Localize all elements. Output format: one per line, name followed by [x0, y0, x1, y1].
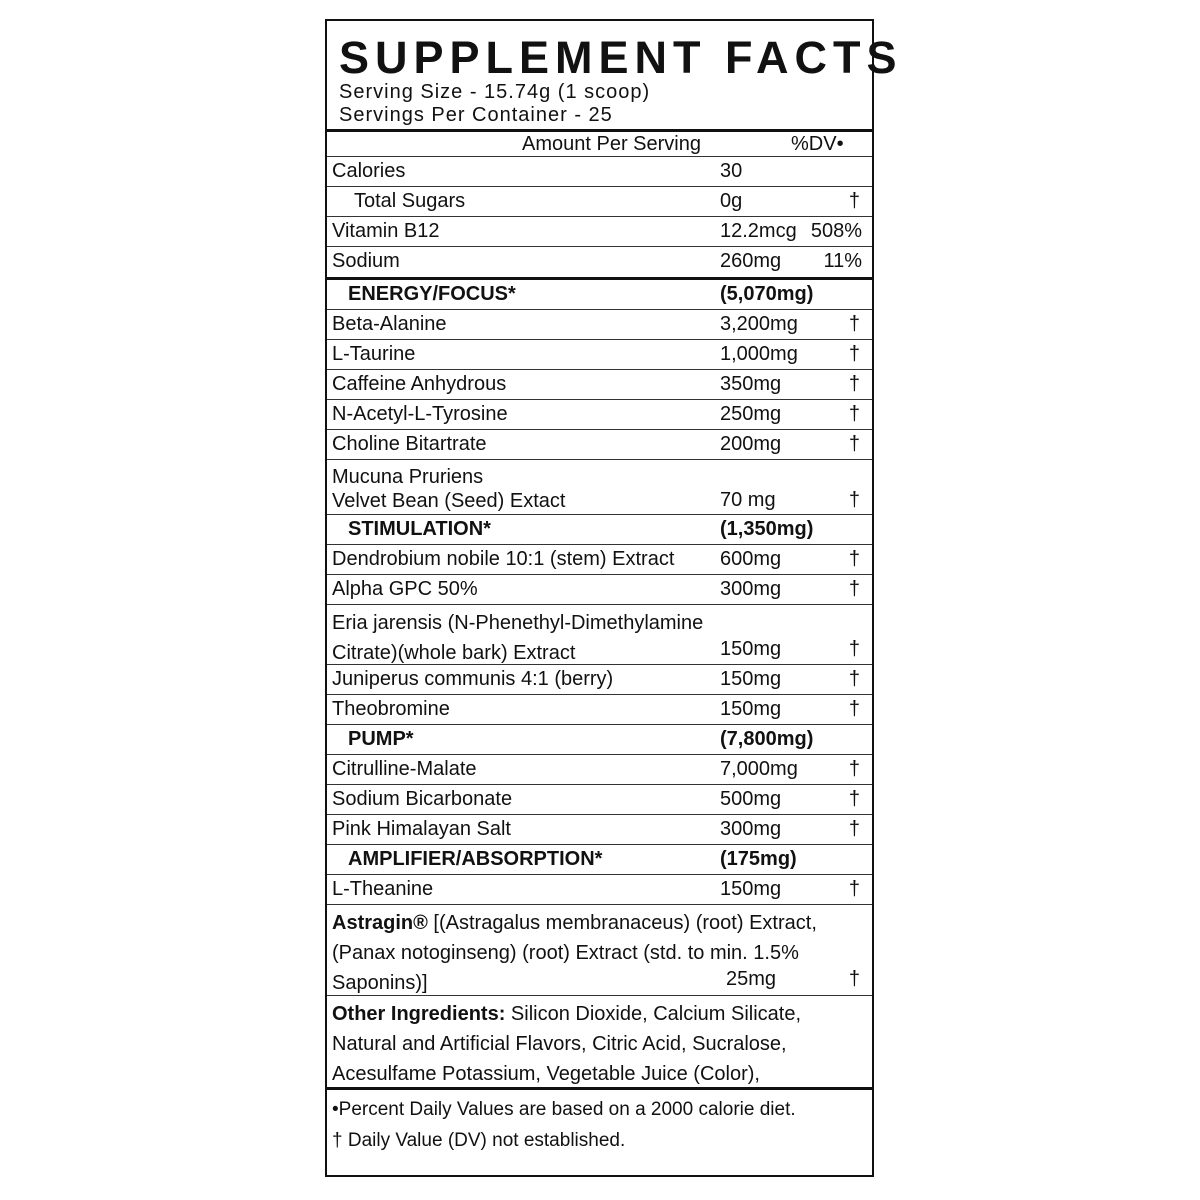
ingredient-row-astragin — [327, 905, 872, 996]
category-total: (5,070mg) — [720, 283, 814, 305]
ingredient-row — [327, 430, 872, 460]
category-name: STIMULATION* — [348, 518, 491, 540]
ingredient-name — [332, 908, 862, 998]
nutrient-row — [327, 247, 872, 277]
ingredient-row — [327, 400, 872, 430]
ingredient-amount: 150mg — [720, 638, 782, 660]
category-name: AMPLIFIER/ABSORPTION* — [348, 848, 603, 870]
ingredient-amount: 600mg — [720, 548, 782, 570]
ingredient-name: Theobromine — [332, 698, 450, 720]
ingredient-name: L-Theanine — [332, 878, 434, 900]
category-total: (7,800mg) — [720, 728, 814, 750]
serving-size: Serving Size - 15.74g (1 scoop) — [339, 81, 651, 103]
supplement-facts-panel — [325, 19, 903, 1177]
nutrient-name: Calories — [332, 160, 406, 182]
label-title: SUPPLEMENT FACTS — [339, 32, 903, 83]
ingredient-row — [327, 665, 872, 695]
ingredient-name-line2: Velvet Bean (Seed) Extact — [332, 490, 566, 512]
ingredient-amount: 3,200mg — [720, 313, 798, 335]
nutrient-amount: 12.2mcg — [720, 220, 797, 242]
ingredient-row — [327, 575, 872, 605]
astragin-brand: Astragin® — [332, 912, 428, 934]
dagger-mark: † — [848, 638, 860, 660]
ingredient-name: Juniperus communis 4:1 (berry) — [332, 668, 614, 690]
ingredient-name: Caffeine Anhydrous — [332, 373, 507, 395]
ingredient-row — [327, 755, 872, 785]
other-ingredients-label: Other Ingredients: — [332, 1003, 506, 1025]
ingredient-name: L-Taurine — [332, 343, 416, 365]
nutrient-amount: 0g — [720, 190, 743, 212]
ingredient-row — [327, 785, 872, 815]
category-row-energy — [327, 280, 872, 310]
ingredient-amount: 300mg — [720, 578, 782, 600]
ingredient-name: N-Acetyl-L-Tyrosine — [332, 403, 508, 425]
dagger-mark: † — [848, 878, 860, 900]
nutrient-row — [327, 217, 872, 247]
dv-header: %DV• — [791, 133, 844, 155]
ingredient-row — [327, 695, 872, 725]
ingredient-name: Sodium Bicarbonate — [332, 788, 513, 810]
ingredient-amount: 300mg — [720, 818, 782, 840]
servings-per-container: Servings Per Container - 25 — [339, 104, 613, 126]
dagger-mark: † — [848, 313, 860, 335]
ingredient-name: Citrulline-Malate — [332, 758, 477, 780]
ingredient-row — [327, 370, 872, 400]
footnotes — [327, 1090, 872, 1156]
dagger-mark: † — [848, 373, 860, 395]
dagger-mark: † — [848, 968, 860, 990]
astragin-description: [(Astragalus membranaceus) (root) Extract, (Panax notoginseng) (root) Extract (std. to min. 1.5% Saponins)] — [332, 912, 817, 994]
column-header — [327, 132, 872, 157]
footnote-dagger: † Daily Value (DV) not established. — [332, 1130, 626, 1151]
ingredient-name: Pink Himalayan Salt — [332, 818, 511, 840]
other-ingredients-text: Silicon Dioxide, Calcium Silicate, Natural and Artificial Flavors, Citric Acid, Sucralose, Acesulfame Potassium, Vegetable Juice (Color), — [332, 1003, 802, 1085]
ingredient-amount: 7,000mg — [720, 758, 798, 780]
ingredient-amount: 500mg — [720, 788, 782, 810]
other-ingredients — [327, 996, 872, 1087]
dagger-mark: † — [848, 489, 860, 511]
dagger-mark: † — [848, 578, 860, 600]
ingredient-row — [327, 605, 872, 665]
ingredient-amount: 150mg — [720, 668, 782, 690]
ingredient-row — [327, 815, 872, 845]
dagger-mark: † — [848, 788, 860, 810]
ingredient-name-line2: Citrate)(whole bark) Extract — [332, 642, 576, 664]
category-total: (1,350mg) — [720, 518, 814, 540]
dagger-mark: † — [848, 698, 860, 720]
ingredient-row — [327, 340, 872, 370]
ingredient-amount: 150mg — [720, 878, 782, 900]
nutrient-name: Vitamin B12 — [332, 220, 440, 242]
dagger-mark: † — [848, 433, 860, 455]
ingredient-name-line1: Eria jarensis (N-Phenethyl-Dimethylamine — [332, 612, 704, 634]
ingredient-amount: 200mg — [720, 433, 782, 455]
category-row-amplifier — [327, 845, 872, 875]
ingredient-row — [327, 310, 872, 340]
nutrient-name: Total Sugars — [354, 190, 466, 212]
ingredient-amount: 1,000mg — [720, 343, 798, 365]
ingredient-name: Beta-Alanine — [332, 313, 447, 335]
category-row-pump — [327, 725, 872, 755]
dagger-mark: † — [848, 668, 860, 690]
nutrient-row — [327, 187, 872, 217]
ingredient-amount: 70 mg — [720, 489, 776, 511]
dagger-mark: † — [848, 818, 860, 840]
label-header — [327, 21, 903, 129]
nutrient-dv: 11% — [823, 250, 862, 272]
dagger-mark: † — [848, 548, 860, 570]
footnote-percent-dv: •Percent Daily Values are based on a 2000 calorie diet. — [332, 1099, 796, 1120]
ingredient-row — [327, 460, 872, 515]
dagger-mark: † — [848, 758, 860, 780]
category-name: ENERGY/FOCUS* — [348, 283, 516, 305]
ingredient-amount: 25mg — [726, 968, 777, 990]
nutrient-name: Sodium — [332, 250, 400, 272]
dagger-mark: † — [848, 403, 860, 425]
ingredient-row — [327, 545, 872, 575]
category-name: PUMP* — [348, 728, 414, 750]
dagger-mark: † — [848, 343, 860, 365]
category-total: (175mg) — [720, 848, 797, 870]
amount-per-serving-header: Amount Per Serving — [522, 133, 701, 155]
ingredient-name: Alpha GPC 50% — [332, 578, 478, 600]
ingredient-name: Choline Bitartrate — [332, 433, 487, 455]
ingredient-amount: 150mg — [720, 698, 782, 720]
ingredient-row — [327, 875, 872, 905]
nutrient-amount: 30 — [720, 160, 743, 182]
ingredient-name — [332, 608, 703, 668]
ingredient-name — [332, 465, 565, 513]
ingredient-amount: 350mg — [720, 373, 782, 395]
nutrient-row — [327, 157, 872, 187]
nutrient-amount: 260mg — [720, 250, 782, 272]
ingredient-amount: 250mg — [720, 403, 782, 425]
ingredient-name-line1: Mucuna Pruriens — [332, 466, 484, 488]
nutrient-dv: 508% — [810, 220, 862, 242]
ingredient-name: Dendrobium nobile 10:1 (stem) Extract — [332, 548, 675, 570]
category-row-stimulation — [327, 515, 872, 545]
dagger-mark: † — [848, 190, 860, 212]
